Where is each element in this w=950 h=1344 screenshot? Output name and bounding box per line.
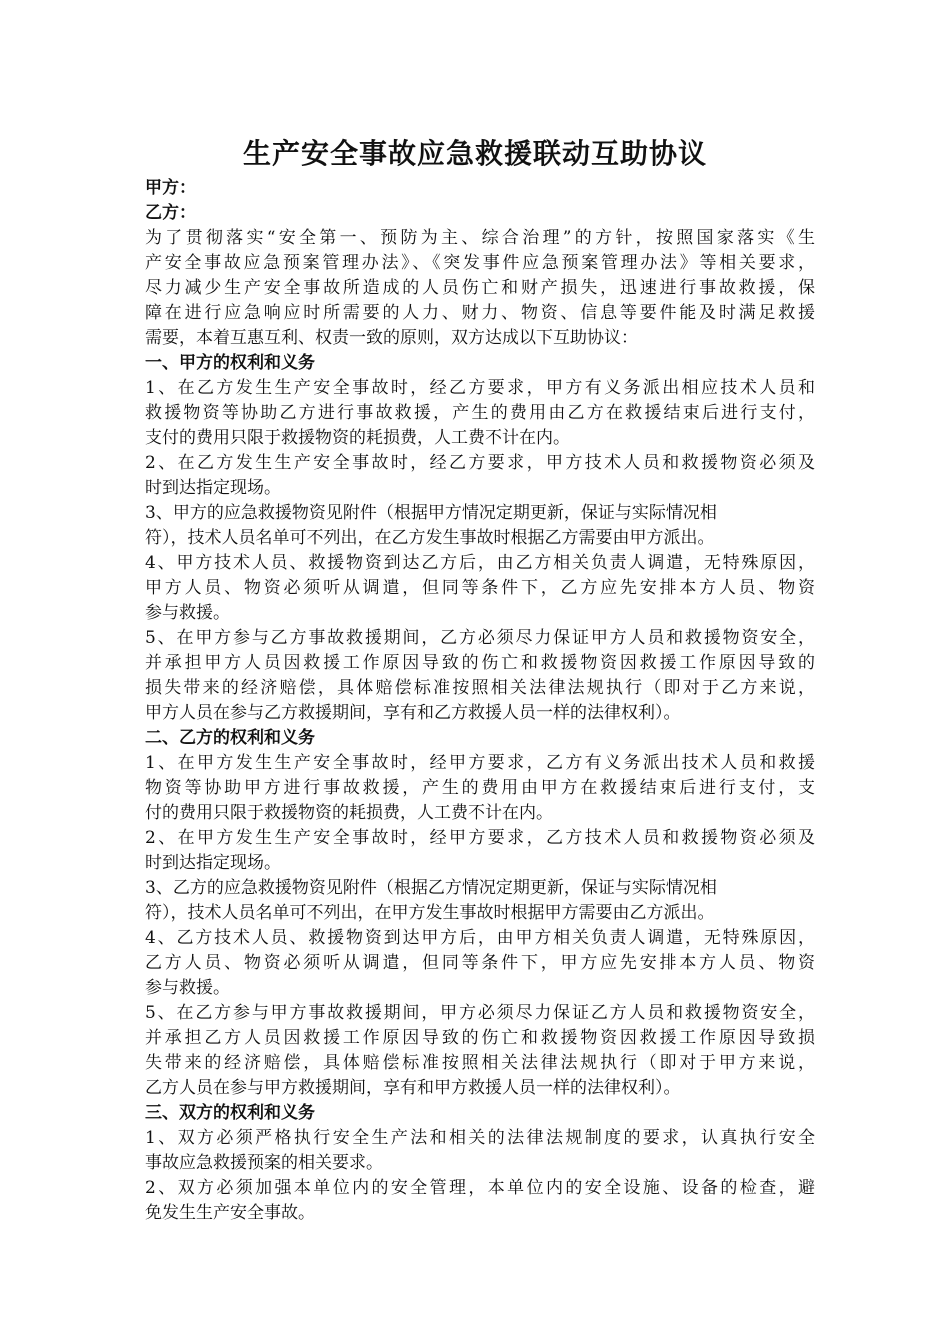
document-title: 生产安全事故应急救援联动互助协议 [242,137,707,170]
text-line: 2、双方必须加强本单位内的安全管理，本单位内的安全设施、设备的检查，避 [145,1178,815,1198]
text-line: 失带来的经济赔偿，具体赔偿标准按照相关法律法规执行（即对于甲方来说， [145,1053,815,1073]
text-line: 符），技术人员名单可不列出，在乙方发生事故时根据乙方需要由甲方派出。 [145,528,715,548]
text-line: 时到达指定现场。 [145,478,281,498]
text-line: 2、在甲方发生生产安全事故时，经甲方要求，乙方技术人员和救援物资必须及 [145,828,815,848]
text-line: 产安全事故应急预案管理办法》、《突发事件应急预案管理办法》等相关要求， [145,253,815,273]
text-line: 乙方人员在参与甲方救援期间，享有和甲方救援人员一样的法律权利）。 [145,1078,681,1098]
section-heading: 乙方： [145,203,196,223]
section-heading: 二、乙方的权利和义务 [145,728,315,748]
section-heading: 三、双方的权利和义务 [145,1103,315,1123]
text-line: 尽力减少生产安全事故所造成的人员伤亡和财产损失，迅速进行事故救援，保 [145,278,815,298]
text-line: 4、乙方技术人员、救援物资到达甲方后，由甲方相关负责人调遣，无特殊原因， [145,928,815,948]
text-line: 3、乙方的应急救援物资见附件（根据乙方情况定期更新，保证与实际情况相 [145,878,717,898]
text-line: 付的费用只限于救援物资的耗损费，人工费不计在内。 [145,803,553,823]
text-line: 并承担乙方人员因救援工作原因导致的伤亡和救援物资因救援工作原因导致损 [145,1028,815,1048]
text-line: 1、双方必须严格执行安全生产法和相关的法律法规制度的要求，认真执行安全 [145,1128,815,1148]
text-line: 免发生生产安全事故。 [145,1203,315,1223]
text-line: 4、甲方技术人员、救援物资到达乙方后，由乙方相关负责人调遣，无特殊原因， [145,553,815,573]
section-heading: 甲方： [145,178,196,198]
section-heading: 一、甲方的权利和义务 [145,353,315,373]
document-body [145,176,815,1226]
text-line: 物资等协助甲方进行事故救援，产生的费用由甲方在救援结束后进行支付，支 [145,778,815,798]
text-line: 障在进行应急响应时所需要的人力、财力、物资、信息等要件能及时满足救援 [145,303,815,323]
text-line: 1、在乙方发生生产安全事故时，经乙方要求，甲方有义务派出相应技术人员和 [145,378,815,398]
text-line: 事故应急救援预案的相关要求。 [145,1153,383,1173]
text-line: 参与救援。 [145,603,230,623]
text-line: 1、在甲方发生生产安全事故时，经甲方要求，乙方有义务派出技术人员和救援 [145,753,815,773]
text-line: 参与救援。 [145,978,230,998]
text-line: 甲方人员、物资必须听从调遣，但同等条件下，乙方应先安排本方人员、物资 [145,578,815,598]
text-line: 需要，本着互惠互利、权责一致的原则，双方达成以下互助协议： [145,328,638,348]
text-line: 2、在乙方发生生产安全事故时，经乙方要求，甲方技术人员和救援物资必须及 [145,453,815,473]
text-line: 损失带来的经济赔偿，具体赔偿标准按照相关法律法规执行（即对于乙方来说， [145,678,815,698]
text-line: 5、在甲方参与乙方事故救援期间，乙方必须尽力保证甲方人员和救援物资安全， [145,628,815,648]
text-line: 甲方人员在参与乙方救援期间，享有和乙方救援人员一样的法律权利）。 [145,703,681,723]
text-line: 符），技术人员名单可不列出，在甲方发生事故时根据甲方需要由乙方派出。 [145,903,715,923]
text-line: 乙方人员、物资必须听从调遣，但同等条件下，甲方应先安排本方人员、物资 [145,953,815,973]
text-line: 为了贯彻落实“安全第一、预防为主、综合治理”的方针，按照国家落实《生 [145,228,815,248]
text-line: 3、甲方的应急救援物资见附件（根据甲方情况定期更新，保证与实际情况相 [145,503,717,523]
text-line: 时到达指定现场。 [145,853,281,873]
text-line: 救援物资等协助乙方进行事故救援，产生的费用由乙方在救援结束后进行支付， [145,403,815,423]
text-line: 5、在乙方参与甲方事故救援期间，甲方必须尽力保证乙方人员和救援物资安全， [145,1003,815,1023]
text-line: 并承担甲方人员因救援工作原因导致的伤亡和救援物资因救援工作原因导致的 [145,653,815,673]
text-line: 支付的费用只限于救援物资的耗损费，人工费不计在内。 [145,428,570,448]
